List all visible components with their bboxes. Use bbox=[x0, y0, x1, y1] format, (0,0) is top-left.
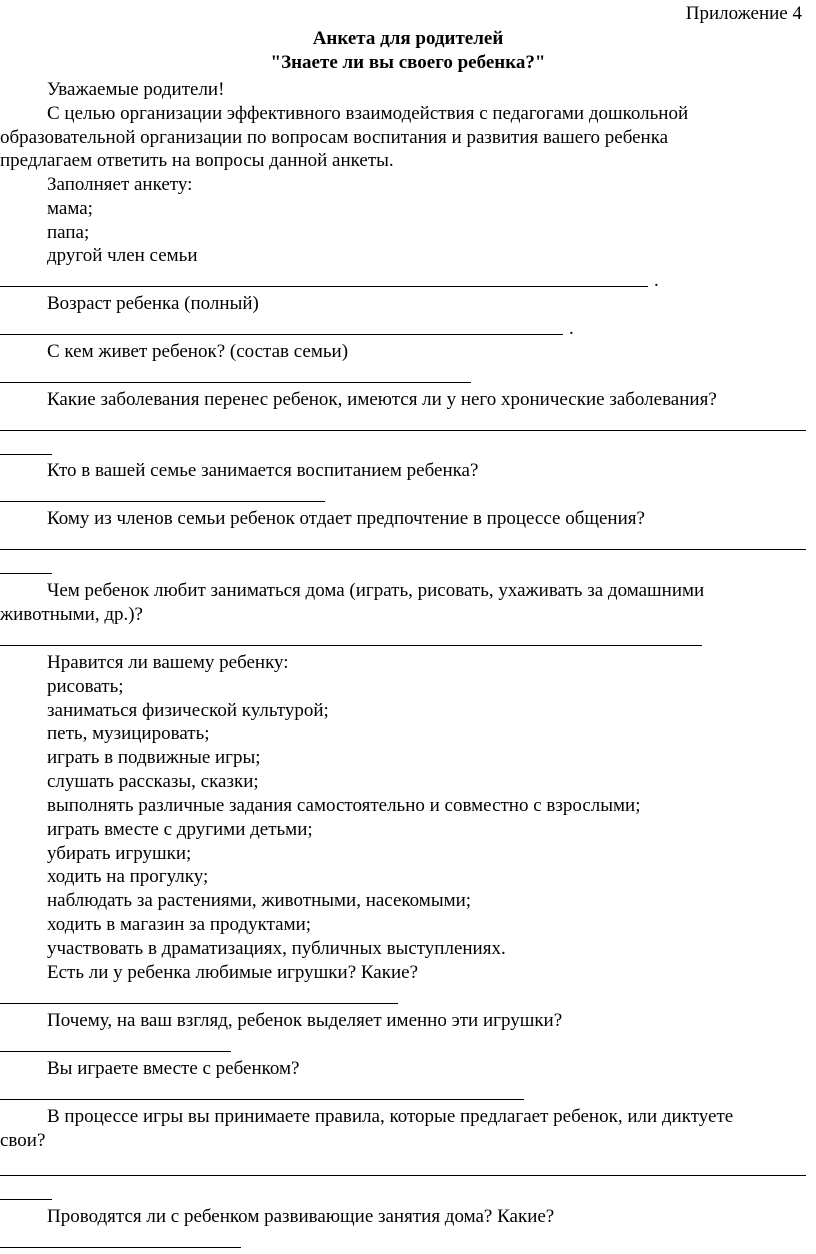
answer-line-play-together[interactable] bbox=[0, 1099, 524, 1100]
filler-option-other: другой член семьи bbox=[47, 245, 198, 266]
answer-line-game-rules-end[interactable] bbox=[0, 1199, 52, 1200]
question-upbringing: Кто в вашей семье занимается воспитанием ребенка? bbox=[47, 460, 479, 481]
likes-option: ходить в магазин за продуктами; bbox=[47, 914, 312, 935]
question-favorite-toys: Есть ли у ребенка любимые игрушки? Какие? bbox=[47, 962, 419, 983]
answer-line-game-rules[interactable] bbox=[0, 1175, 806, 1176]
greeting: Уважаемые родители! bbox=[47, 79, 225, 100]
likes-option: слушать рассказы, сказки; bbox=[47, 771, 259, 792]
answer-line-why-toys[interactable] bbox=[0, 1051, 231, 1052]
likes-option: рисовать; bbox=[47, 676, 124, 697]
answer-line-home-activities[interactable] bbox=[0, 645, 702, 646]
filler-label: Заполняет анкету: bbox=[47, 174, 193, 195]
question-game-rules-cont: свои? bbox=[0, 1130, 46, 1151]
likes-option: выполнять различные задания самостоятельно и совместно с взрослыми; bbox=[47, 795, 641, 816]
likes-option: наблюдать за растениями, животными, насекомыми; bbox=[47, 890, 472, 911]
answer-line-preference-end[interactable] bbox=[0, 573, 52, 574]
likes-option: петь, музицировать; bbox=[47, 723, 210, 744]
question-preference: Кому из членов семьи ребенок отдает предпочтение в процессе общения? bbox=[47, 508, 645, 529]
answer-line-upbringing[interactable] bbox=[0, 501, 325, 502]
filler-option-father: папа; bbox=[47, 222, 90, 243]
intro-line-2: образовательной организации по вопросам воспитания и развития вашего ребенка bbox=[0, 127, 669, 148]
question-why-toys: Почему, на ваш взгляд, ребенок выделяет именно эти игрушки? bbox=[47, 1010, 563, 1031]
form-title: Анкета для родителей bbox=[312, 28, 504, 49]
question-age: Возраст ребенка (полный) bbox=[47, 293, 259, 314]
likes-option: заниматься физической культурой; bbox=[47, 700, 329, 721]
likes-option: играть вместе с другими детьми; bbox=[47, 819, 313, 840]
question-home-activities-cont: животными, др.)? bbox=[0, 604, 143, 625]
likes-option: участвовать в драматизациях, публичных выступлениях. bbox=[47, 938, 506, 959]
intro-line-3: предлагаем ответить на вопросы данной анкеты. bbox=[0, 150, 394, 171]
period-mark: . bbox=[654, 270, 659, 291]
answer-line-family[interactable] bbox=[0, 382, 471, 383]
form-subtitle: "Знаете ли вы своего ребенка?" bbox=[270, 52, 546, 73]
likes-option: убирать игрушки; bbox=[47, 843, 192, 864]
answer-line-illness-end[interactable] bbox=[0, 454, 52, 455]
intro-line-1: С целью организации эффективного взаимодействия с педагогами дошкольной bbox=[47, 103, 689, 124]
question-likes: Нравится ли вашему ребенку: bbox=[47, 652, 289, 673]
answer-line-preference[interactable] bbox=[0, 549, 806, 550]
appendix-label: Приложение 4 bbox=[685, 3, 802, 24]
filler-option-mother: мама; bbox=[47, 198, 93, 219]
question-game-rules: В процессе игры вы принимаете правила, которые предлагает ребенок, или диктуете bbox=[47, 1106, 734, 1127]
question-developmental-lessons: Проводятся ли с ребенком развивающие занятия дома? Какие? bbox=[47, 1206, 555, 1227]
answer-line-filler[interactable] bbox=[0, 286, 648, 287]
likes-option: играть в подвижные игры; bbox=[47, 747, 261, 768]
answer-line-developmental-lessons[interactable] bbox=[0, 1247, 241, 1248]
question-play-together: Вы играете вместе с ребенком? bbox=[47, 1058, 300, 1079]
answer-line-favorite-toys[interactable] bbox=[0, 1003, 398, 1004]
question-home-activities: Чем ребенок любит заниматься дома (играть, рисовать, ухаживать за домашними bbox=[47, 580, 705, 601]
answer-line-illness[interactable] bbox=[0, 430, 806, 431]
likes-option: ходить на прогулку; bbox=[47, 866, 209, 887]
answer-line-age[interactable] bbox=[0, 334, 563, 335]
period-mark: . bbox=[569, 318, 574, 339]
question-illness: Какие заболевания перенес ребенок, имеются ли у него хронические заболевания? bbox=[47, 389, 717, 410]
question-family: С кем живет ребенок? (состав семьи) bbox=[47, 341, 349, 362]
